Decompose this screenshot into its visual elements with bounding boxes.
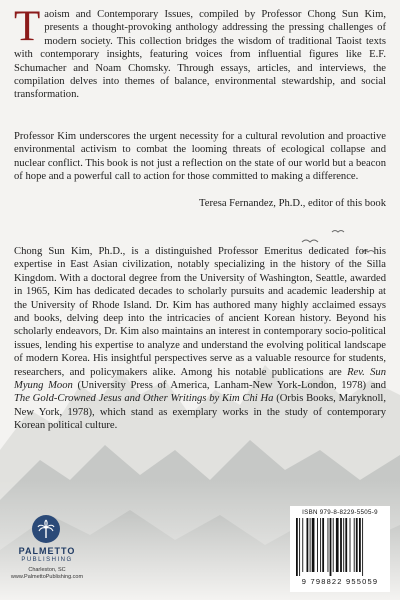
publisher-subtitle: PUBLISHING	[21, 557, 73, 563]
publisher-url: www.PalmettoPublishing.com	[10, 574, 84, 580]
book-title-2: The Gold-Crowned Jesus and Other Writings by Kim Chi Ha	[14, 393, 274, 405]
isbn-number: ISBN 979-8-8229-5505-9	[302, 509, 378, 516]
endorsement-attribution: Teresa Fernandez, Ph.D., editor of this book	[199, 198, 386, 209]
book-title-1: Rev. Sun Myung Moon	[14, 366, 386, 392]
barcode-icon	[295, 518, 385, 576]
author-bio-text-2: (University Press of America, Lanham-New York-London, 1978) and	[72, 380, 386, 392]
author-bio-text-3: (Orbis Books, Maryknoll, New York, 1978), which stand as exemplary works in the study of contemporary Korean political culture.	[14, 393, 386, 432]
palmetto-tree-icon	[32, 515, 60, 543]
description-paragraph-2: Professor Kim underscores the urgent necessity for a cultural revolution and proactive environmental activism to combat the looming threats of ecological collapse and nuclear conflict. This book is not just a reflection on the state of our world but a beacon of hope and a powerful call to action for those committed to making a difference.	[14, 131, 386, 183]
isbn-barcode-box	[290, 506, 390, 592]
author-bio	[14, 245, 386, 433]
drop-cap-letter: T	[14, 3, 41, 50]
book-description	[14, 3, 386, 102]
publisher-name: PALMETTO	[18, 546, 76, 556]
barcode-digits: 9 798822 955059	[301, 577, 379, 586]
description-text: aoism and Contemporary Issues, compiled by Professor Chong Sun Kim, presents a thought-provoking anthology addressing the pressing challenges of modern society. This collection bridges the wisdom of traditional Taoist texts with contemporary insights, featuring voices from influential figures like E.F. Schumacher and Noam Chomsky. Through essays, articles, and interviews, the compilation delves into themes of balance, environmental stewardship, and social transformation.	[14, 9, 386, 101]
publisher-city: Charleston, SC	[28, 567, 66, 573]
author-bio-text-1: Chong Sun Kim, Ph.D., is a distinguished Professor Emeritus dedicated for his expertise in East Asian civilization, notably specializing in the history of the Silla Kingdom. With a doctoral degree from the University of Washington, Seattle, awarded in 1965, Kim has dedicated decades to scholarly pursuits and academic leadership at the University of Rhode Island. Dr. Kim has authored many highly acclaimed essays and books, delving deep into the intricacies of ancient Korean history. Beyond his scholarly endeavors, Dr. Kim also maintains an interest in contemporary socio-political issues, lending his expertise to analyze and understand the evolving political landscape of modern Korea. His insightful perspectives serve as a valuable resource for students, researchers, and policymakers alike. Among his notable publications are	[14, 246, 386, 378]
